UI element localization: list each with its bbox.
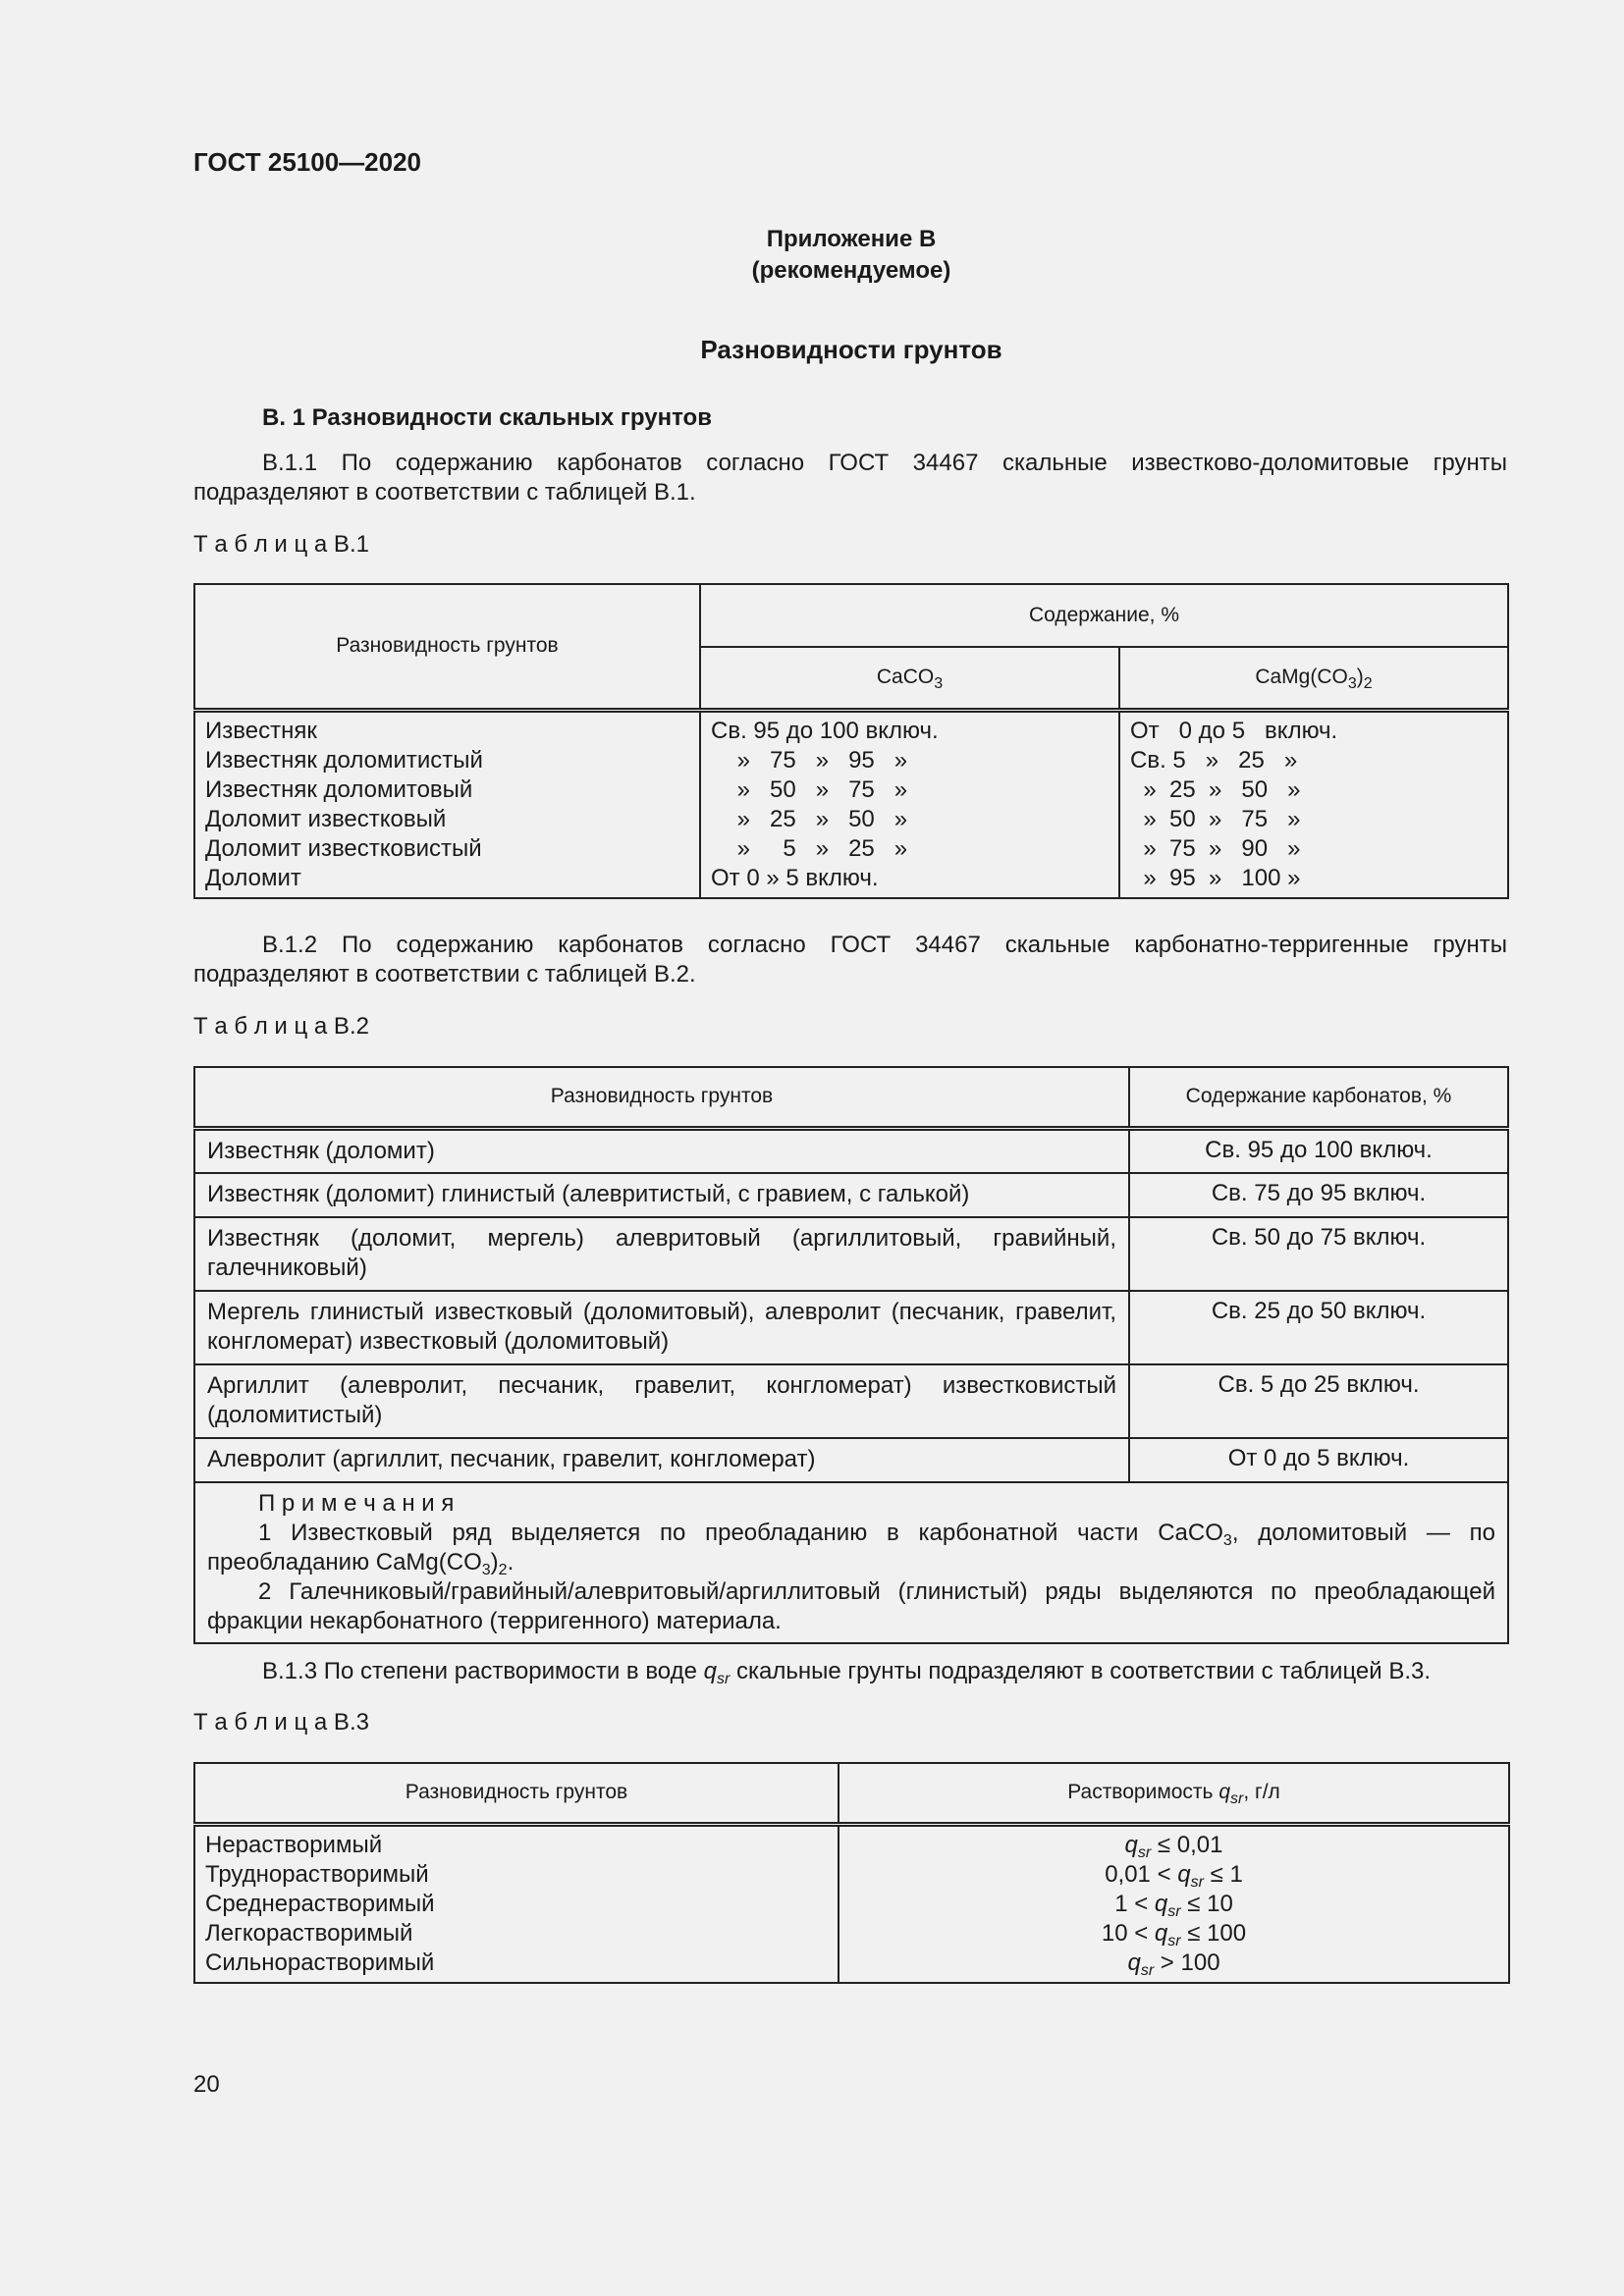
table2-kind: Алевролит (аргиллит, песчаник, гравелит, конгломерат)	[194, 1438, 1129, 1482]
paragraph-b-1-2: В.1.2 По содержанию карбонатов согласно ГОСТ 34467 скальные карбонатно-терригенные грунты подразделяют в соответствии с таблицей В.2.	[193, 932, 1507, 988]
table-row	[194, 1291, 1508, 1364]
table2-kind: Известняк (доломит, мергель) алевритовый (аргиллитовый, гравийный, галечниковый)	[194, 1217, 1129, 1291]
table3-kinds-cell	[194, 1824, 839, 1983]
list-item: $1 < q_{sr} \le 10$	[1114, 1890, 1233, 1920]
table-row	[194, 1173, 1508, 1217]
table1-caco3-cell	[700, 710, 1119, 898]
list-item: Св. 95 до 100 включ.	[711, 717, 939, 744]
table2-value: Св. 95 до 100 включ.	[1129, 1128, 1508, 1173]
paragraph-b-1-3: В.1.3 По степени растворимости в воде $q_{sr}$ скальные грунты подразделяют в соответствии с таблицей В.3.	[262, 1658, 1432, 1687]
list-item: Известняк доломитистый	[205, 746, 483, 774]
list-item: Легкорастворимый	[205, 1919, 413, 1947]
list-item: » 95 » 100 »	[1130, 864, 1301, 891]
list-item: Св. 5 » 25 »	[1130, 746, 1298, 774]
table-row	[194, 1438, 1508, 1482]
table2-caption: Т а б л и ц а В.2	[193, 1013, 369, 1040]
list-item: Доломит известковистый	[205, 834, 482, 862]
table2-notes	[194, 1482, 1508, 1643]
table-b2	[193, 1066, 1509, 1644]
note-1: 1 Известковый ряд выделяется по преобладанию в карбонатной части CaCO$_3$, доломитовый — по преобладанию $CaMg(CO_3)_2$.	[207, 1519, 1496, 1578]
table3-header-kind: Разновидность грунтов	[194, 1763, 839, 1824]
list-item: Труднорастворимый	[205, 1860, 429, 1888]
table1-kinds-cell	[194, 710, 700, 898]
table2-header-kind: Разновидность грунтов	[194, 1067, 1129, 1128]
list-item: Доломит известковый	[205, 805, 447, 832]
list-item: » 50 » 75 »	[711, 775, 908, 803]
table-row	[194, 1217, 1508, 1291]
table1-header-camg: $CaMg(CO_3)_2$	[1119, 647, 1508, 710]
table1-header-kind: Разновидность грунтов	[194, 584, 700, 710]
list-item: $q_{sr} > 100$	[1127, 1949, 1220, 1979]
list-item: » 5 » 25 »	[711, 834, 908, 862]
table-row	[194, 1128, 1508, 1173]
table2-kind: Аргиллит (алевролит, песчаник, гравелит, конгломерат) известковистый (доломитистый)	[194, 1364, 1129, 1438]
notes-title: П р и м е ч а н и я	[258, 1489, 455, 1517]
annex-type: (рекомендуемое)	[751, 257, 951, 284]
table-b3	[193, 1762, 1510, 1984]
table3-values-cell	[839, 1824, 1509, 1983]
table3-caption: Т а б л и ц а В.3	[193, 1709, 369, 1735]
list-item: » 25 » 50 »	[711, 805, 908, 832]
table1-camg-cell	[1119, 710, 1508, 898]
list-item: » 25 » 50 »	[1130, 775, 1301, 803]
table1-header-caco3: CaCO$_3$	[700, 647, 1119, 710]
table-row	[194, 1364, 1508, 1438]
list-item: » 50 » 75 »	[1130, 805, 1301, 832]
list-item: От 0 до 5 включ.	[1130, 717, 1338, 744]
table1-header-content: Содержание, %	[700, 584, 1508, 647]
list-item: Среднерастворимый	[205, 1890, 435, 1917]
list-item: Доломит	[205, 864, 301, 891]
list-item: От 0 » 5 включ.	[711, 864, 879, 891]
list-item: » 75 » 90 »	[1130, 834, 1301, 862]
list-item: Известняк	[205, 717, 317, 744]
table2-kind: Известняк (доломит)	[194, 1128, 1129, 1173]
table2-value: От 0 до 5 включ.	[1129, 1438, 1508, 1482]
list-item: $10 < q_{sr} \le 100$	[1101, 1919, 1247, 1949]
table2-value: Св. 5 до 25 включ.	[1129, 1364, 1508, 1438]
table-b1	[193, 583, 1509, 899]
table1-caption: Т а б л и ц а В.1	[193, 531, 369, 558]
list-item: $0,01 < q_{sr} \le 1$	[1105, 1860, 1243, 1891]
annex-heading: Разновидности грунтов	[700, 335, 1002, 364]
table2-value: Св. 50 до 75 включ.	[1129, 1217, 1508, 1291]
list-item: Нерастворимый	[205, 1831, 383, 1858]
table3-header-solubility: Растворимость $q_{sr}$, г/л	[839, 1763, 1509, 1824]
list-item: Сильнорастворимый	[205, 1949, 435, 1976]
table2-value: Св. 75 до 95 включ.	[1129, 1173, 1508, 1217]
table2-kind: Известняк (доломит) глинистый (алевритистый, с гравием, с галькой)	[194, 1173, 1129, 1217]
table2-value: Св. 25 до 50 включ.	[1129, 1291, 1508, 1364]
list-item: Известняк доломитовый	[205, 775, 473, 803]
list-item: » 75 » 95 »	[711, 746, 908, 774]
paragraph-b-1-1: В.1.1 По содержанию карбонатов согласно ГОСТ 34467 скальные известково-доломитовые грунты подразделяют в соответствии с таблицей В.1.	[193, 450, 1507, 506]
annex-title: Приложение В	[766, 226, 937, 252]
table2-kind: Мергель глинистый известковый (доломитовый), алевролит (песчаник, гравелит, конгломерат) известковый (доломитовый)	[194, 1291, 1129, 1364]
note-2: 2 Галечниковый/гравийный/алевритовый/аргиллитовый (глинистый) ряды выделяются по преобладающей фракции некарбонатного (терригенного) материала.	[207, 1577, 1495, 1634]
page-number: 20	[193, 2071, 220, 2098]
list-item: $q_{sr} \le 0,01$	[1124, 1831, 1223, 1861]
document-id: ГОСТ 25100—2020	[193, 147, 421, 177]
table2-header-content: Содержание карбонатов, %	[1129, 1067, 1508, 1128]
section-title: В. 1 Разновидности скальных грунтов	[262, 404, 712, 431]
